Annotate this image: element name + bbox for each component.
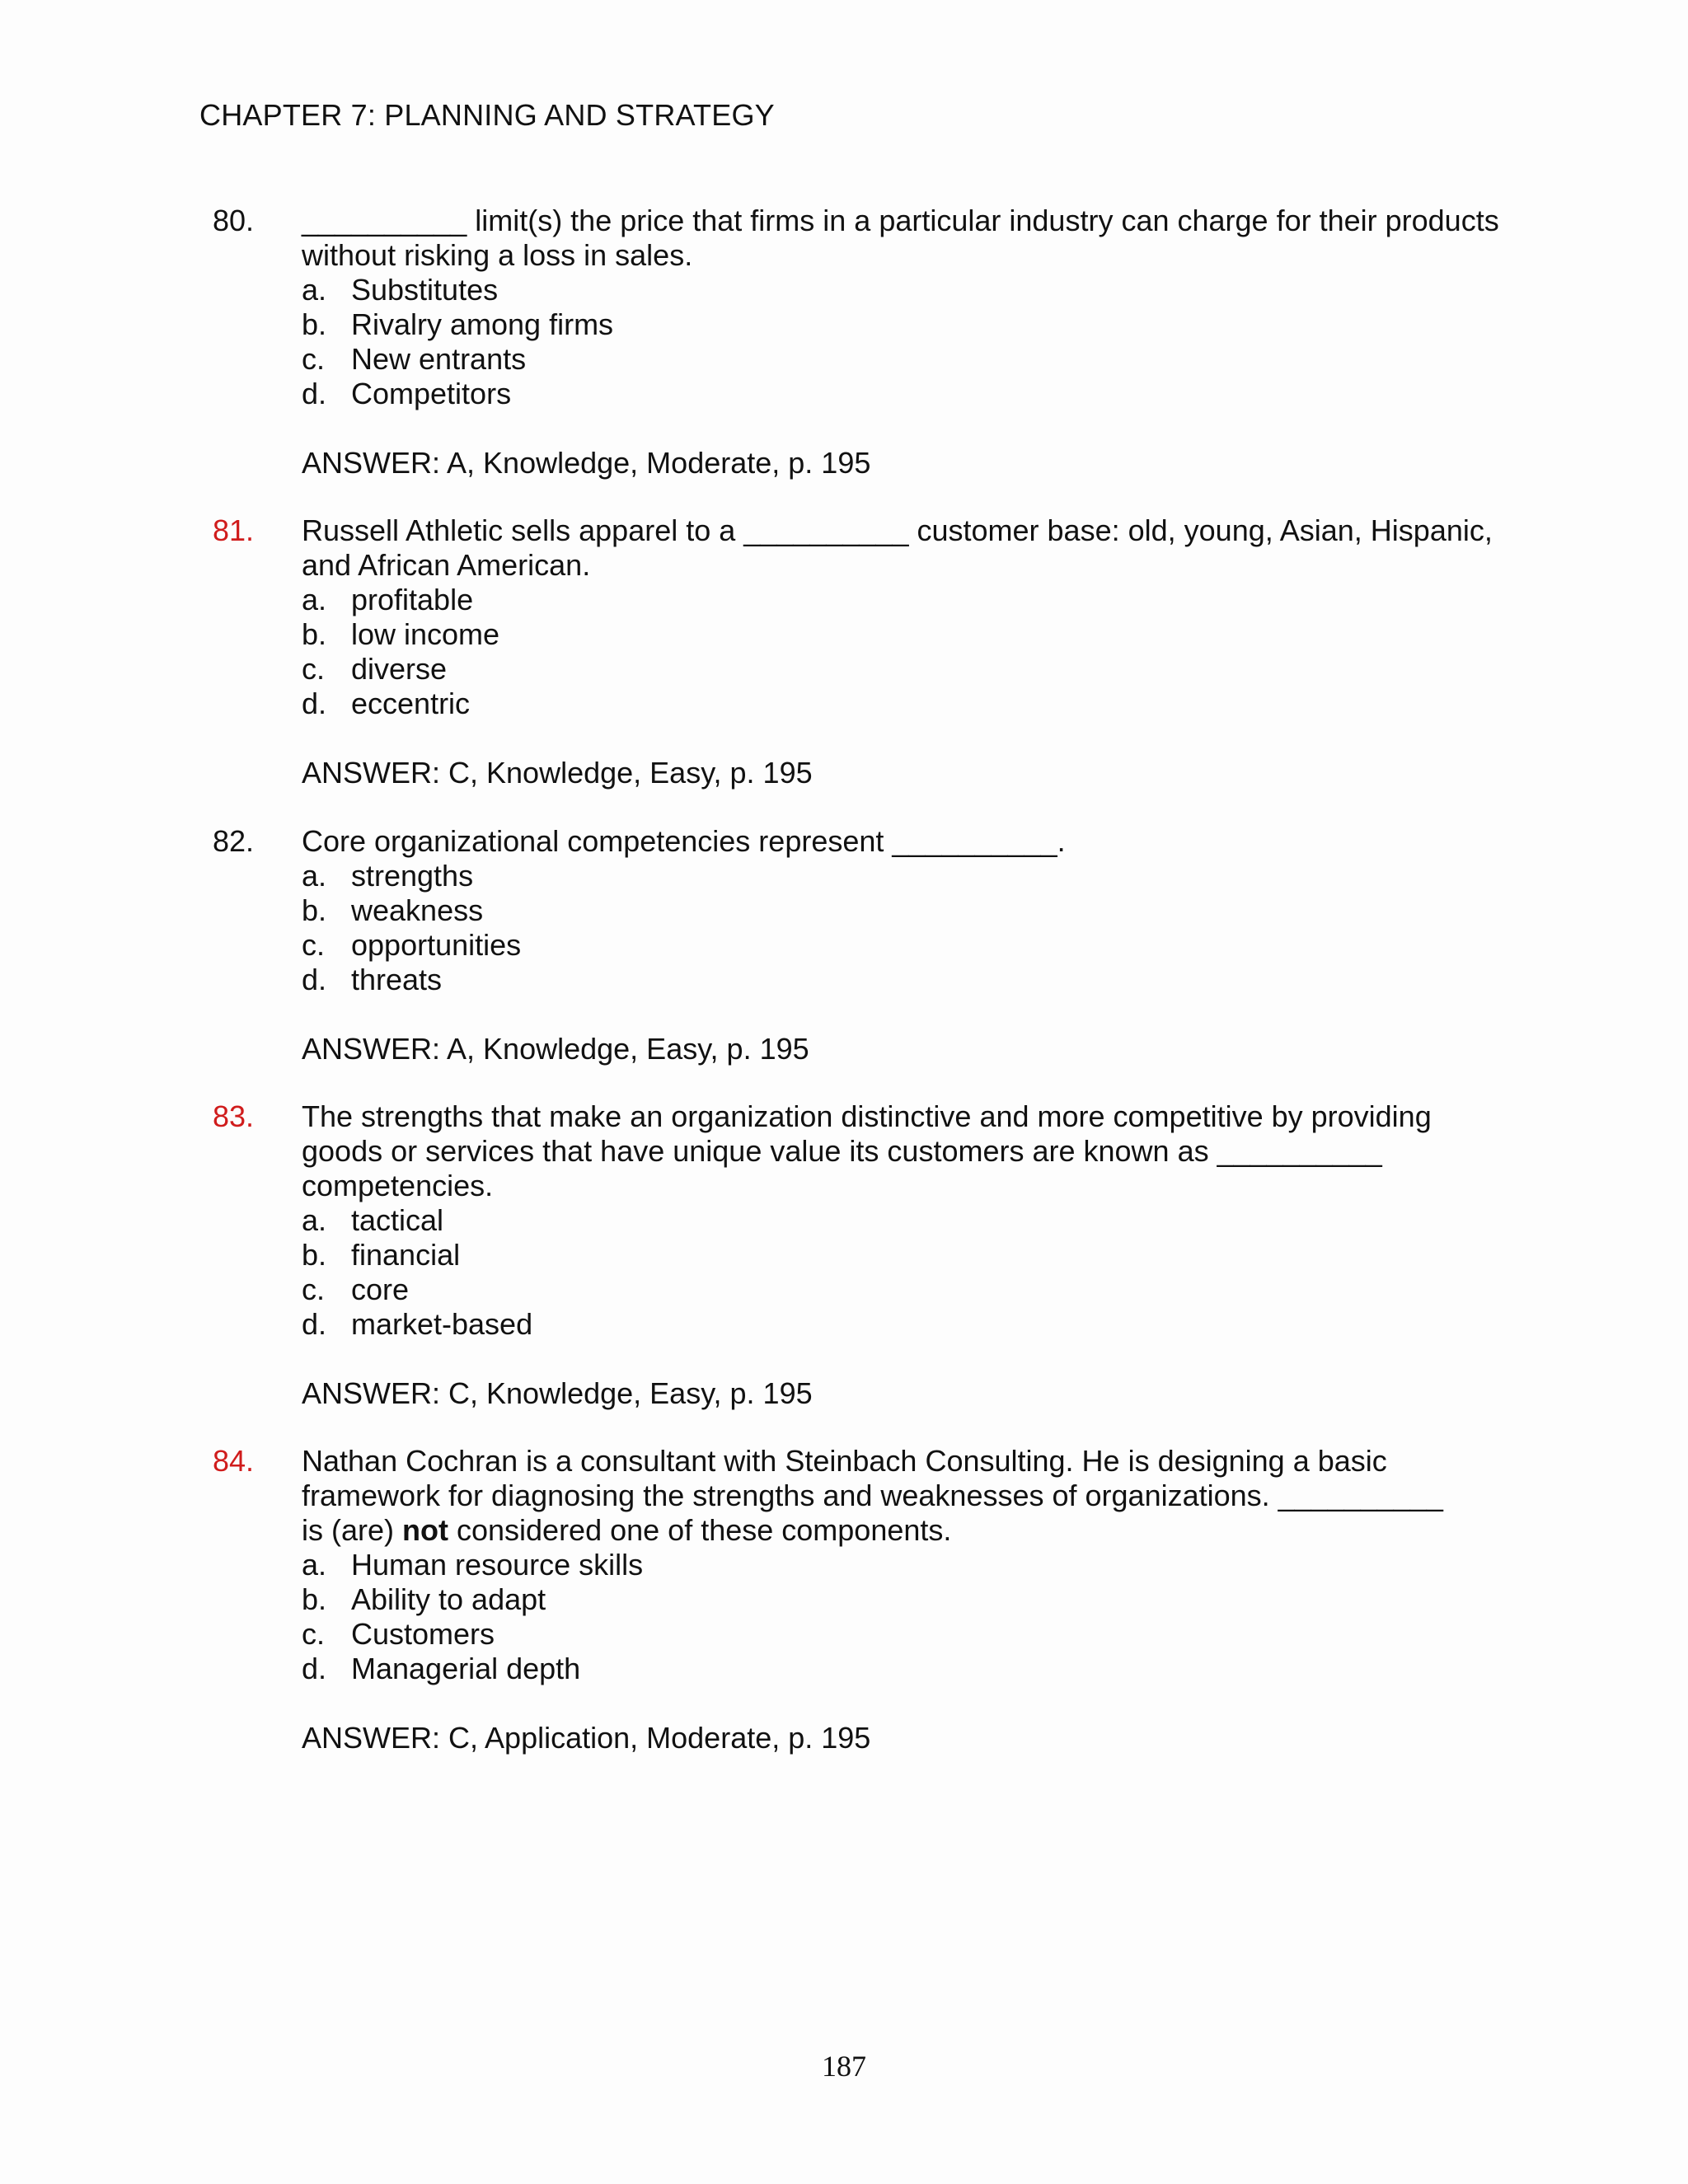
option <box>302 687 1515 721</box>
option-letter: a. <box>302 1203 327 1237</box>
option-letter: d. <box>302 377 327 410</box>
option <box>302 928 1515 963</box>
option-letter: a. <box>302 859 327 893</box>
stem-line: framework for diagnosing the strengths and weaknesses of organizations. __________ <box>302 1479 1443 1512</box>
question-81 <box>213 513 1515 790</box>
option-letter: a. <box>302 583 327 616</box>
option-letter: b. <box>302 307 327 341</box>
option-letter: d. <box>302 963 327 996</box>
option-letter: b. <box>302 1582 327 1616</box>
question-stem: __________ limit(s) the price that firms in a particular industry can charge for their products without risking a loss in sales. <box>302 204 1499 272</box>
option-letter: b. <box>302 893 327 927</box>
question-number: 82. <box>213 824 255 858</box>
option-text: diverse <box>351 652 448 686</box>
option <box>302 963 1515 997</box>
question-number: 80. <box>213 204 255 237</box>
option <box>302 1238 1515 1272</box>
question-number: 81. <box>213 513 255 547</box>
option-text: Customers <box>351 1617 495 1651</box>
question-84 <box>213 1444 1515 1755</box>
option <box>302 617 1515 652</box>
question-80 <box>213 204 1515 480</box>
answer-line: ANSWER: C, Application, Moderate, p. 195 <box>302 1721 871 1755</box>
option-text: tactical <box>351 1203 444 1237</box>
option <box>302 583 1515 617</box>
option <box>302 652 1515 687</box>
option <box>302 1617 1515 1652</box>
option-text: low income <box>351 617 500 651</box>
chapter-title: CHAPTER 7: PLANNING AND STRATEGY <box>199 98 775 132</box>
option-letter: a. <box>302 1548 327 1582</box>
option-text: weakness <box>351 893 484 927</box>
option-text: Competitors <box>351 377 512 410</box>
option-text: core <box>351 1272 410 1306</box>
option <box>302 1582 1515 1617</box>
option <box>302 1272 1515 1307</box>
option-text: New entrants <box>351 342 527 376</box>
option-letter: c. <box>302 1272 326 1306</box>
option-text: profitable <box>351 583 474 616</box>
option-text: threats <box>351 963 443 996</box>
option-text: Substitutes <box>351 273 499 307</box>
stem-text: considered one of these components. <box>448 1513 952 1547</box>
answer-line: ANSWER: C, Knowledge, Easy, p. 195 <box>302 756 813 790</box>
option-letter: c. <box>302 928 326 962</box>
stem-emphasis: not <box>402 1513 448 1547</box>
stem-line: Nathan Cochran is a consultant with Steinbach Consulting. He is designing a basic <box>302 1444 1387 1478</box>
option <box>302 273 1515 307</box>
option-text: financial <box>351 1238 461 1272</box>
option-text: Ability to adapt <box>351 1582 546 1616</box>
option-text: strengths <box>351 859 474 893</box>
option-text: Human resource skills <box>351 1548 644 1582</box>
question-stem: Core organizational competencies represent __________. <box>302 824 1066 858</box>
option-letter: b. <box>302 617 327 651</box>
option-letter: d. <box>302 687 327 720</box>
option <box>302 307 1515 342</box>
option <box>302 1652 1515 1686</box>
option-text: market-based <box>351 1307 533 1341</box>
question-stem <box>302 1444 1515 1548</box>
option-text: eccentric <box>351 687 471 720</box>
option <box>302 377 1515 411</box>
page-number: 187 <box>822 2050 866 2083</box>
option <box>302 1548 1515 1582</box>
option-letter: c. <box>302 342 326 376</box>
answer-line: ANSWER: C, Knowledge, Easy, p. 195 <box>302 1376 813 1410</box>
option-letter: d. <box>302 1307 327 1341</box>
option-letter: d. <box>302 1652 327 1685</box>
option-text: Rivalry among firms <box>351 307 614 341</box>
question-number: 84. <box>213 1444 255 1478</box>
option-text: Managerial depth <box>351 1652 581 1685</box>
option <box>302 1307 1515 1342</box>
option <box>302 342 1515 377</box>
option-letter: b. <box>302 1238 327 1272</box>
option <box>302 1203 1515 1238</box>
option-letter: a. <box>302 273 327 307</box>
answer-line: ANSWER: A, Knowledge, Easy, p. 195 <box>302 1032 809 1066</box>
answer-line: ANSWER: A, Knowledge, Moderate, p. 195 <box>302 446 871 480</box>
stem-line <box>302 1513 1515 1548</box>
question-stem: Russell Athletic sells apparel to a __________ customer base: old, young, Asian, Hispanic, and African American. <box>302 513 1493 582</box>
question-number: 83. <box>213 1099 255 1133</box>
option <box>302 893 1515 928</box>
question-stem: The strengths that make an organization distinctive and more competitive by providing goods or services that have unique value its customers are known as __________ competencies. <box>302 1099 1432 1202</box>
question-83 <box>213 1099 1515 1411</box>
option-text: opportunities <box>351 928 522 962</box>
option <box>302 859 1515 893</box>
option-letter: c. <box>302 1617 326 1651</box>
stem-text: is (are) <box>302 1513 403 1547</box>
option-letter: c. <box>302 652 326 686</box>
question-82 <box>213 824 1515 1066</box>
